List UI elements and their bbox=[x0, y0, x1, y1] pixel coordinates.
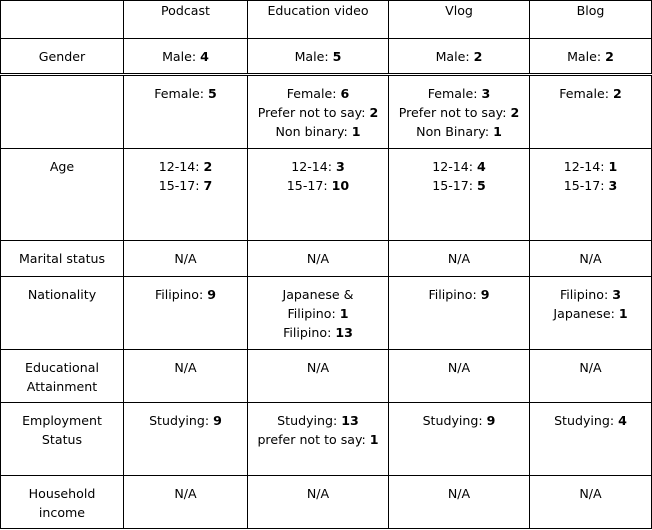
cell-label: N/A bbox=[447, 486, 471, 501]
table-cell bbox=[124, 75, 248, 149]
cell-line bbox=[530, 47, 651, 66]
cell-value: 13 bbox=[335, 325, 353, 340]
cell-label: 15-17: bbox=[563, 178, 605, 193]
cell-label: Non Binary: bbox=[416, 124, 490, 139]
table-cell bbox=[124, 476, 248, 529]
cell-line bbox=[124, 84, 247, 103]
table-row bbox=[1, 350, 652, 403]
cell-value: 1 bbox=[618, 306, 628, 321]
cell-value: 2 bbox=[369, 105, 379, 120]
table-cell bbox=[389, 277, 530, 350]
cell-label: Japanese & bbox=[282, 287, 354, 302]
cell-line bbox=[248, 304, 388, 323]
cell-value: 3 bbox=[481, 86, 491, 101]
column-header: Blog bbox=[530, 1, 652, 39]
table-cell bbox=[248, 403, 389, 476]
table-cell bbox=[530, 350, 652, 403]
cell-line bbox=[248, 103, 388, 122]
cell-label: Prefer not to say: bbox=[257, 105, 366, 120]
cell-label: Female: bbox=[559, 86, 609, 101]
table-cell bbox=[124, 241, 248, 277]
cell-label: N/A bbox=[447, 360, 471, 375]
corner-header bbox=[1, 1, 124, 39]
cell-line bbox=[124, 249, 247, 268]
cell-label: 15-17: bbox=[286, 178, 328, 193]
header-row bbox=[1, 1, 652, 39]
table-row bbox=[1, 241, 652, 277]
cell-value: 4 bbox=[200, 48, 209, 64]
table-row bbox=[1, 476, 652, 529]
cell-value: 3 bbox=[336, 159, 345, 174]
cell-label: Female: bbox=[154, 86, 204, 101]
row-label-text: Household income bbox=[28, 486, 96, 520]
cell-line bbox=[248, 157, 388, 176]
cell-label: N/A bbox=[306, 486, 330, 501]
cell-value: 9 bbox=[207, 287, 217, 302]
cell-line bbox=[530, 304, 651, 323]
table-cell bbox=[389, 241, 530, 277]
table-cell bbox=[248, 476, 389, 529]
cell-line bbox=[248, 122, 388, 141]
row-label bbox=[1, 75, 124, 149]
cell-line bbox=[530, 157, 651, 176]
cell-line bbox=[389, 249, 529, 268]
table-cell bbox=[248, 75, 389, 149]
cell-label: N/A bbox=[447, 251, 471, 266]
table-cell bbox=[389, 403, 530, 476]
cell-label: 15-17: bbox=[158, 178, 200, 193]
cell-line bbox=[530, 358, 651, 377]
cell-value: 1 bbox=[608, 159, 618, 174]
table-cell bbox=[248, 277, 389, 350]
cell-line bbox=[248, 249, 388, 268]
table-row bbox=[1, 75, 652, 149]
cell-line bbox=[124, 285, 247, 304]
cell-value: 2 bbox=[473, 48, 483, 64]
cell-line bbox=[389, 47, 529, 66]
table-cell bbox=[124, 403, 248, 476]
cell-label: Studying: bbox=[149, 413, 210, 428]
cell-label: Male: bbox=[162, 48, 197, 64]
cell-label: 12-14: bbox=[432, 159, 474, 174]
cell-line bbox=[248, 484, 388, 503]
cell-line bbox=[124, 411, 247, 430]
row-label-text: Marital status bbox=[18, 251, 106, 266]
cell-value: 6 bbox=[340, 86, 350, 101]
cell-label: Studying: bbox=[422, 413, 483, 428]
table-cell bbox=[248, 241, 389, 277]
cell-value: 1 bbox=[351, 124, 361, 139]
column-header: Podcast bbox=[124, 1, 248, 39]
cell-label: N/A bbox=[174, 486, 197, 501]
cell-line bbox=[248, 411, 388, 430]
cell-label: Filipino: bbox=[287, 306, 336, 321]
cell-line bbox=[389, 122, 529, 141]
cell-label: Prefer not to say: bbox=[398, 105, 507, 120]
cell-label: prefer not to say: bbox=[257, 432, 366, 447]
table-cell bbox=[530, 403, 652, 476]
cell-label: Female: bbox=[427, 86, 478, 101]
table-cell bbox=[248, 350, 389, 403]
table-cell bbox=[248, 39, 389, 75]
row-label-text: Employment Status bbox=[22, 413, 102, 447]
cell-line bbox=[530, 249, 651, 268]
row-label bbox=[1, 350, 124, 403]
row-label bbox=[1, 403, 124, 476]
table-cell bbox=[248, 149, 389, 241]
cell-label: N/A bbox=[579, 360, 602, 375]
cell-line bbox=[124, 47, 247, 66]
cell-value: 4 bbox=[618, 413, 627, 428]
cell-label: N/A bbox=[306, 360, 330, 375]
row-label-text: Gender bbox=[38, 48, 86, 64]
table-cell bbox=[530, 241, 652, 277]
cell-value: 5 bbox=[332, 48, 342, 64]
cell-value: 5 bbox=[208, 86, 217, 101]
table-cell bbox=[389, 476, 530, 529]
cell-line bbox=[530, 84, 651, 103]
cell-line bbox=[530, 411, 651, 430]
table-cell bbox=[530, 75, 652, 149]
cell-label: 12-14: bbox=[291, 159, 333, 174]
cell-label: Filipino: bbox=[283, 325, 332, 340]
cell-line bbox=[248, 430, 388, 449]
cell-line bbox=[248, 176, 388, 195]
cell-label: N/A bbox=[579, 251, 602, 266]
cell-label: 15-17: bbox=[432, 178, 474, 193]
cell-line bbox=[389, 176, 529, 195]
cell-line bbox=[124, 176, 247, 195]
cell-line bbox=[530, 176, 651, 195]
cell-value: 10 bbox=[331, 178, 350, 193]
cell-line bbox=[389, 84, 529, 103]
row-label-text bbox=[1, 76, 123, 84]
cell-label: 12-14: bbox=[158, 159, 200, 174]
cell-label: 12-14: bbox=[563, 159, 605, 174]
cell-value: 9 bbox=[213, 413, 222, 428]
table-cell bbox=[389, 39, 530, 75]
cell-value: 13 bbox=[341, 413, 359, 428]
table-cell bbox=[530, 149, 652, 241]
cell-line bbox=[530, 285, 651, 304]
cell-line bbox=[124, 157, 247, 176]
table-cell bbox=[389, 350, 530, 403]
cell-label: Filipino: bbox=[559, 287, 609, 302]
cell-value: 1 bbox=[339, 306, 349, 321]
row-label-text: Nationality bbox=[27, 287, 97, 302]
table-cell bbox=[124, 277, 248, 350]
table-cell bbox=[124, 350, 248, 403]
table-cell bbox=[530, 277, 652, 350]
cell-value: 2 bbox=[613, 86, 622, 101]
row-label-text: Educational Attainment bbox=[25, 360, 99, 394]
cell-line bbox=[530, 484, 651, 503]
row-label bbox=[1, 149, 124, 241]
cell-label: N/A bbox=[174, 251, 197, 266]
cell-line bbox=[248, 285, 388, 304]
table-cell bbox=[389, 149, 530, 241]
cell-value: 5 bbox=[477, 178, 486, 193]
row-label bbox=[1, 277, 124, 350]
row-label bbox=[1, 476, 124, 529]
cell-label: Filipino: bbox=[154, 287, 204, 302]
table-cell bbox=[124, 149, 248, 241]
cell-label: Filipino: bbox=[428, 287, 477, 302]
cell-value: 2 bbox=[510, 105, 520, 120]
cell-label: Japanese: bbox=[553, 306, 615, 321]
cell-value: 4 bbox=[477, 159, 486, 174]
table-row bbox=[1, 149, 652, 241]
column-header: Vlog bbox=[389, 1, 530, 39]
cell-line bbox=[248, 323, 388, 342]
row-label-text: Age bbox=[49, 159, 75, 174]
table-cell bbox=[124, 39, 248, 75]
cell-value: 3 bbox=[612, 287, 622, 302]
cell-line bbox=[248, 47, 388, 66]
cell-value: 1 bbox=[369, 432, 379, 447]
cell-line bbox=[248, 358, 388, 377]
cell-value: 1 bbox=[493, 124, 502, 139]
table-row bbox=[1, 277, 652, 350]
table-cell bbox=[530, 39, 652, 75]
cell-value: 7 bbox=[203, 178, 213, 193]
cell-label: Male: bbox=[435, 48, 470, 64]
cell-value: 3 bbox=[608, 178, 618, 193]
cell-line bbox=[389, 484, 529, 503]
cell-label: Non binary: bbox=[275, 124, 348, 139]
table-cell bbox=[530, 476, 652, 529]
cell-line bbox=[389, 103, 529, 122]
cell-label: N/A bbox=[174, 360, 197, 375]
row-label bbox=[1, 241, 124, 277]
cell-line bbox=[389, 285, 529, 304]
cell-label: Male: bbox=[567, 48, 602, 64]
cell-label: Studying: bbox=[277, 413, 338, 428]
row-label bbox=[1, 39, 124, 75]
cell-line bbox=[389, 411, 529, 430]
cell-label: Studying: bbox=[554, 413, 615, 428]
cell-line bbox=[124, 484, 247, 503]
cell-value: 9 bbox=[486, 413, 496, 428]
cell-value: 2 bbox=[605, 48, 614, 64]
cell-value: 2 bbox=[203, 159, 213, 174]
cell-line bbox=[389, 157, 529, 176]
table-row bbox=[1, 39, 652, 75]
cell-line bbox=[248, 84, 388, 103]
cell-label: Female: bbox=[286, 86, 337, 101]
cell-value: 9 bbox=[480, 287, 490, 302]
cell-label: N/A bbox=[306, 251, 330, 266]
column-header: Education video bbox=[248, 1, 389, 39]
table-row bbox=[1, 403, 652, 476]
table-cell bbox=[389, 75, 530, 149]
cell-line bbox=[124, 358, 247, 377]
cell-label: Male: bbox=[294, 48, 329, 64]
cell-label: N/A bbox=[579, 486, 602, 501]
cell-line bbox=[389, 358, 529, 377]
